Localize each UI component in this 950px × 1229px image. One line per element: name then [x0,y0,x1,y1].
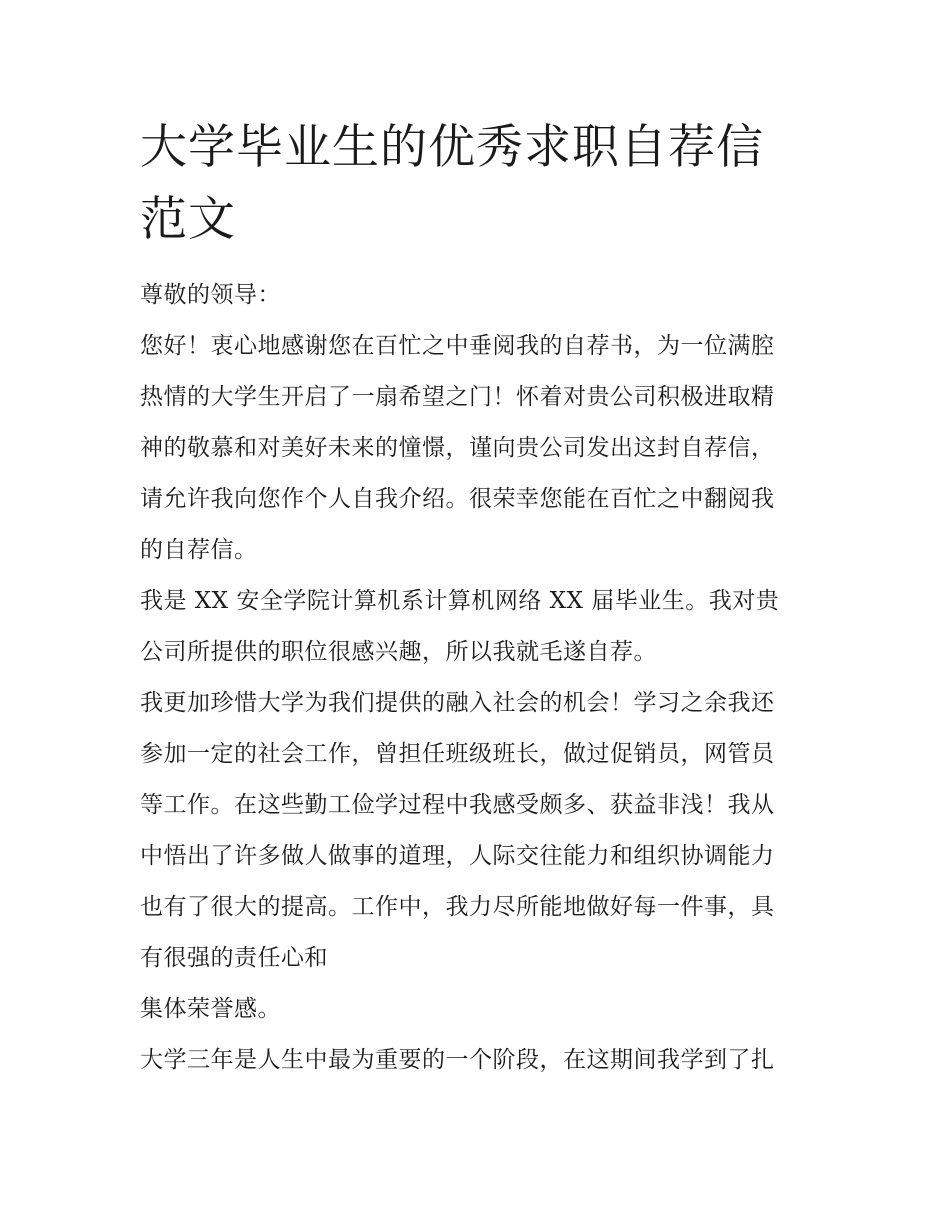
paragraph-experience [140,678,815,984]
text-line: 中悟出了许多做人做事的道理，人际交往能力和组织协调能力 [140,843,775,869]
paragraph-greeting [140,321,815,576]
paragraph-introduction [140,576,815,678]
paragraph-university [140,1035,815,1086]
text-line: 大学三年是人生中最为重要的一个阶段，在这期间我学到了扎 [140,1047,775,1073]
text-line: 请允许我向您作个人自我介绍。很荣幸您能在百忙之中翻阅我 [140,486,775,512]
text-line: 参加一定的社会工作，曾担任班级班长，做过促销员，网管员 [140,741,775,767]
text-line: 公司所提供的职位很感兴趣，所以我就毛遂自荐。 [140,639,657,665]
title-line: 范文 [140,192,236,247]
text-line: 我是 XX 安全学院计算机系计算机网络 XX 届毕业生。我对贵 [140,588,780,614]
text-line: 等工作。在这些勤工俭学过程中我感受颇多、获益非浅！我从 [140,792,775,818]
title-line: 大学毕业生的优秀求职自荐信 [140,120,764,175]
salutation: 尊敬的领导： [140,282,281,308]
text-line: 集体荣誉感。 [140,996,281,1022]
text-line: 有很强的责任心和 [140,945,328,971]
text-line: 的自荐信。 [140,537,258,563]
paragraph-honor [140,984,815,1035]
text-line: 热情的大学生开启了一扇希望之门！怀着对贵公司积极进取精 [140,384,775,410]
text-line: 我更加珍惜大学为我们提供的融入社会的机会！学习之余我还 [140,690,775,716]
document-body [140,112,815,1086]
document-title [140,112,815,256]
text-line: 也有了很大的提高。工作中，我力尽所能地做好每一件事，具 [140,894,775,920]
text-line: 神的敬慕和对美好未来的憧憬，谨向贵公司发出这封自荐信， [140,435,775,461]
text-line: 您好！衷心地感谢您在百忙之中垂阅我的自荐书，为一位满腔 [140,333,775,359]
